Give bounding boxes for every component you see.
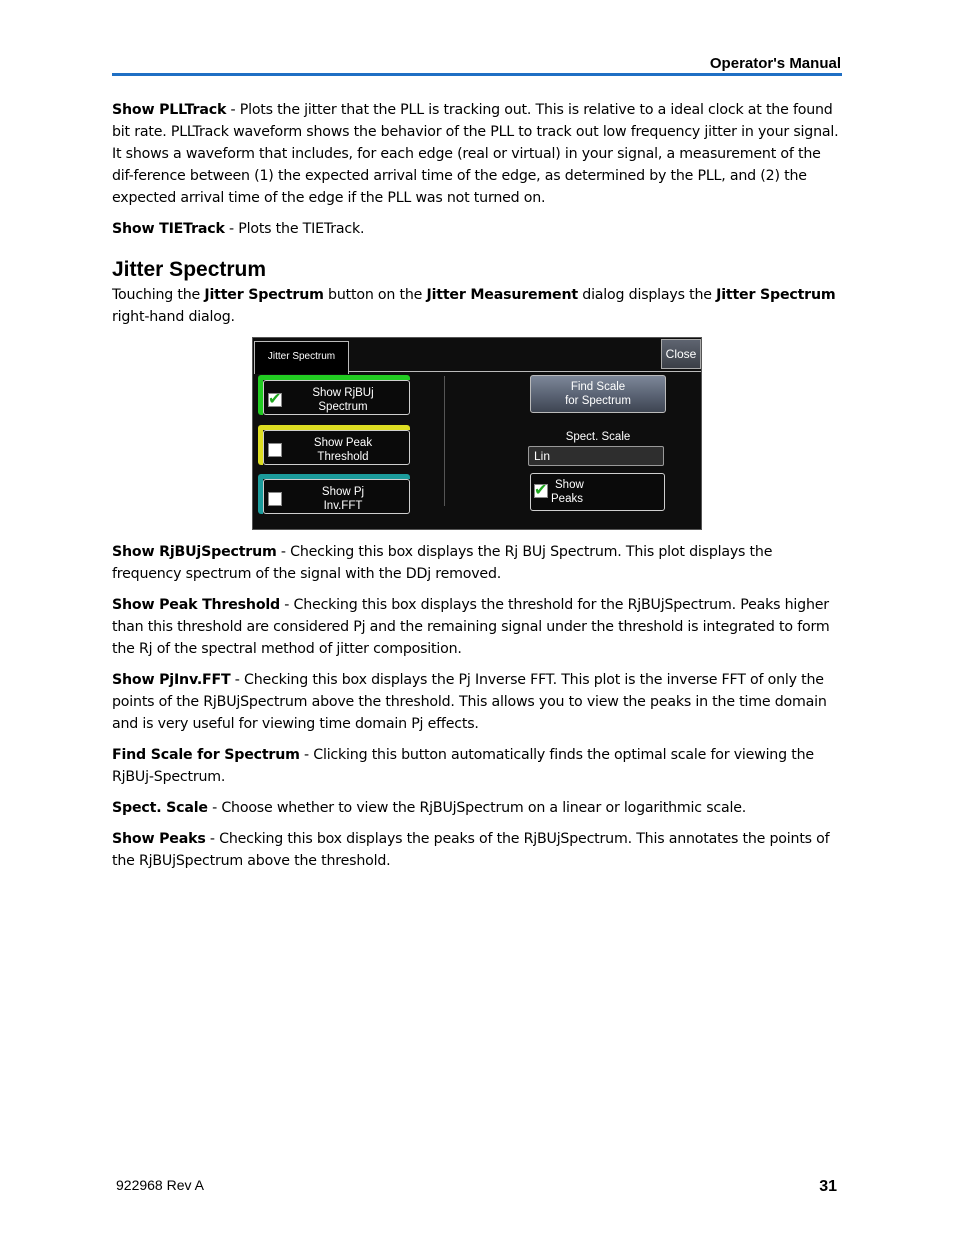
lead-bold: Jitter Measurement: [426, 287, 578, 303]
column-divider: [444, 376, 445, 506]
check-icon: ✔: [268, 389, 282, 408]
lead-text: dialog displays the: [577, 287, 717, 303]
description: - Clicking this button automatically finds the optimal scale for viewing the RjBUj-Spectrum.: [112, 747, 814, 785]
description: - Plots the jitter that the PLL is tracking out. This is relative to a ideal clock at the found bit rate. PLLTrack waveform shows the behavior of the PLL to track out low frequency jitter in your signal. It shows a waveform that includes, for each edge (real or virtual) in your signal, a measurement of the dif-ference between (1) the expected arrival time of the edge, as determined by the PLL, and (2) the expected arrival time of the edge if the PLL was not turned on.: [112, 102, 839, 206]
term: Show Peak Threshold: [112, 597, 280, 613]
paragraph-show-tietrack: [112, 218, 842, 240]
show-rjbuj-spectrum-checkbox[interactable]: [258, 375, 410, 415]
description-paragraph: [112, 541, 842, 585]
label-line: Peaks: [551, 493, 583, 505]
description: - Choose whether to view the RjBUjSpectrum on a linear or logarithmic scale.: [207, 800, 747, 816]
spect-scale-select[interactable]: Lin: [528, 446, 664, 466]
header-rule: [112, 73, 842, 76]
checkbox-label: [288, 386, 398, 414]
jitter-spectrum-dialog: [252, 337, 702, 530]
header-title: Operator's Manual: [709, 55, 841, 72]
checkbox-frame: [263, 479, 410, 514]
document-id: 922968 Rev A: [116, 1177, 204, 1193]
description-paragraph: [112, 669, 842, 735]
label-line: Show Pj: [321, 486, 365, 498]
term: Show PLLTrack: [112, 102, 227, 118]
checkbox-label: [288, 436, 398, 464]
term: Show PjInv.FFT: [112, 672, 231, 688]
description: - Checking this box displays the Rj BUj Spectrum. This plot displays the frequency spectrum of the signal with the DDj removed.: [112, 544, 773, 582]
button-label-line: for Spectrum: [565, 395, 631, 407]
show-peaks-checkbox[interactable]: [530, 473, 665, 511]
section-lead: [112, 284, 842, 337]
term: Spect. Scale: [112, 800, 208, 816]
checkbox-box[interactable]: [268, 492, 282, 506]
term: Show Peaks: [112, 831, 206, 847]
intro-text: [112, 99, 842, 249]
checkbox-frame: [263, 380, 410, 415]
checkbox-label: [551, 478, 601, 506]
checkbox-box[interactable]: [534, 480, 548, 499]
label-line: Threshold: [317, 451, 369, 463]
section-heading: Jitter Spectrum: [112, 258, 267, 281]
paragraph-show-plltrack: [112, 99, 842, 209]
description: - Checking this box displays the threshold for the RjBUjSpectrum. Peaks higher than this threshold are considered Pj and the remaining signal under the threshold is integrated to form the Rj of the spectral method of jitter composition.: [112, 597, 830, 657]
lead-bold: Jitter Spectrum: [204, 287, 324, 303]
tab-jitter-spectrum[interactable]: Jitter Spectrum: [254, 341, 349, 374]
descriptions: [112, 541, 842, 881]
find-scale-button[interactable]: [530, 375, 666, 413]
lead-text: Touching the: [112, 287, 205, 303]
label-line: Inv.FFT: [323, 500, 363, 512]
show-pj-invfft-checkbox[interactable]: [258, 474, 410, 514]
description-paragraph: [112, 744, 842, 788]
description: - Plots the TIETrack.: [224, 221, 365, 237]
lead-text: right-hand dialog.: [112, 309, 235, 325]
description-paragraph: [112, 828, 842, 872]
label-line: Show Peak: [313, 437, 373, 449]
description: - Checking this box displays the Pj Inverse FFT. This plot is the inverse FFT of only the points of the RjBUjSpectrum above the threshold. This allows you to view the peaks in the time domain and is very useful for viewing time domain Pj effects.: [112, 672, 827, 732]
description: - Checking this box displays the peaks of the RjBUjSpectrum. This annotates the points of the RjBUjSpectrum above the threshold.: [112, 831, 830, 869]
checkbox-box[interactable]: [268, 443, 282, 457]
term: Show RjBUjSpectrum: [112, 544, 277, 560]
lead-bold: Jitter Spectrum: [716, 287, 836, 303]
term: Show TIETrack: [112, 221, 225, 237]
label-line: Spectrum: [318, 401, 368, 413]
tab-divider: [349, 371, 701, 372]
checkbox-label: [288, 485, 398, 513]
button-label-line: Find Scale: [570, 381, 626, 393]
lead-paragraph: [112, 284, 842, 328]
checkbox-frame: [263, 430, 410, 465]
label-line: Show: [555, 479, 584, 491]
spect-scale-label: Spect. Scale: [565, 431, 631, 443]
checkbox-box[interactable]: [268, 389, 282, 408]
label-line: Show RjBUj: [312, 387, 374, 399]
show-peak-threshold-checkbox[interactable]: [258, 425, 410, 465]
lead-text: button on the: [323, 287, 427, 303]
page-number: 31: [819, 1178, 837, 1195]
check-icon: ✔: [534, 480, 548, 499]
description-paragraph: [112, 797, 842, 819]
term: Find Scale for Spectrum: [112, 747, 300, 763]
close-button[interactable]: Close: [661, 339, 701, 369]
description-paragraph: [112, 594, 842, 660]
